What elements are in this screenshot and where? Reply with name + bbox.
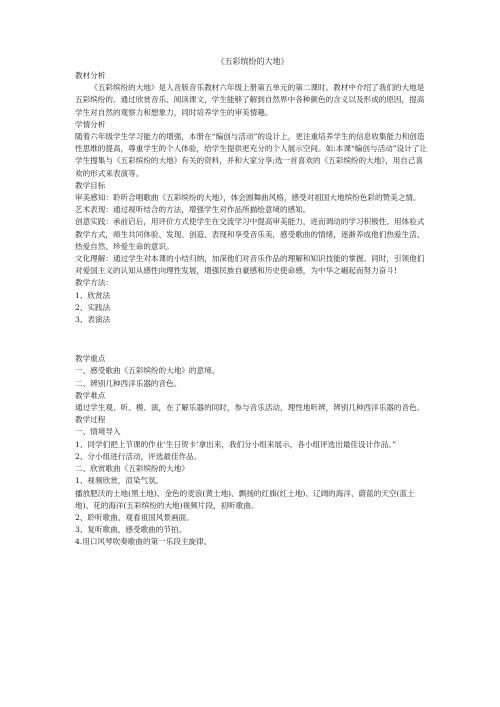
paragraph: 一、感受歌曲《五彩缤纷的大地》的意境。 [75, 366, 220, 376]
paragraph: 教学重点 [75, 354, 106, 364]
paragraph: 《五彩缤纷的大地》是人音版音乐教材六年级上册第五单元的第二课时。教材中介绍了我们的大地是五彩缤纷的。通过欣赏音乐、阅读课文，学生能够了解到自然界中各种颜色的含义以及形成的原因，提高学生对自然的观察力和想象力，同时培养学生的审美情趣。 [75, 83, 425, 117]
paragraph: 通过学生观、听、模、演，在了解乐器的同时，参与音乐活动，理性地听辨，辨别几种西洋乐器的音色。 [75, 403, 425, 413]
paragraph: 3、表演法 [75, 315, 111, 325]
paragraph: 1、视频欣赏，渲染气氛。 [75, 476, 164, 486]
paragraph: 艺术表现：通过视听结合的方法，增强学生对作品所描绘意境的感知。 [75, 205, 311, 215]
paragraph: 2、实践法 [75, 302, 111, 312]
paragraph: 文化理解：通过学生对本课的小结归纳，加深他们对音乐作品的理解和知识技能的掌握。同时，引领他们对爱国主义的认知从感性向理性发展，增强民族自豪感和历史使命感，为中华之崛起而努力奋斗! [75, 254, 425, 276]
paragraph: 教学目标 [75, 180, 106, 190]
paragraph: 创意实践：承前启后，用评价方式使学生在交流学习中提高审美能力，进而调动的学习积极性。用体验式教学方式，师生共同体验、发现、创造、表现和享受音乐美，感受歌曲的情绪，逐渐养成他们热爱生活、热爱自然、珍爱生命的意识。 [75, 217, 425, 251]
paragraph: 2、分小组进行活动，评选最佳作品。 [75, 451, 202, 461]
paragraph: 一、情境导入 [75, 427, 121, 437]
paragraph: 二、辨别几种西洋乐器的音色。 [75, 378, 182, 388]
paragraph: 教学过程 [75, 415, 106, 425]
document-title: 《五彩缤纷的大地》 [216, 57, 289, 66]
paragraph: 播放肥沃的土地(黑土地)、金色的麦浪(黄土地)、飘扬的红旗(红土地)、辽阔的海洋、蔚蓝的天空(蓝土地)、花的海洋(五彩缤纷的大地)视频片段，初听歌曲。 [75, 488, 415, 510]
paragraph: 3、复听歌曲，感受歌曲的节拍。 [75, 525, 187, 535]
paragraph: 4.用口风琴吹奏歌曲的第一乐段主旋律。 [75, 537, 212, 547]
paragraph: 教材分析 [75, 71, 106, 80]
paragraph: 1、欣赏法 [75, 290, 111, 300]
paragraph: 1、同学们把上节课的作业‘生日贺卡’拿出来，我们分小组来展示，各小组评选出最佳设计作品。” [75, 439, 397, 449]
paragraph: 二、欣赏歌曲《五彩缤纷的大地》 [75, 464, 189, 474]
paragraph: 学情分析 [75, 119, 106, 129]
paragraph: 2、聆听歌曲，观看祖国风景画面。 [75, 512, 194, 522]
paragraph: 教学方法： [75, 278, 113, 288]
paragraph: 随着六年级学生学习能力的增强，本册在“编创与活动”的设计上，更注重培养学生的信息收集能力和创造性思维的提高，尊重学生的个人体验，给学生提供更充分的个人展示空间。如:本课“编创与活动”设计了让学生搜集与《五彩缤纷的大地》有关的资料，并和大家分享;选一首喜欢的《五彩缤纷的大地》，用自己喜欢的形式来表演等。 [75, 132, 428, 178]
document-page [75, 56, 430, 549]
paragraph: 教学难点 [75, 390, 106, 400]
document-body [75, 70, 430, 549]
paragraph-gap [75, 326, 430, 353]
paragraph: 审美感知：聆听合唱歌曲《五彩缤纷的大地》，体会圆舞曲风格，感受对祖国大地缤纷色彩的赞美之情。 [75, 193, 421, 203]
